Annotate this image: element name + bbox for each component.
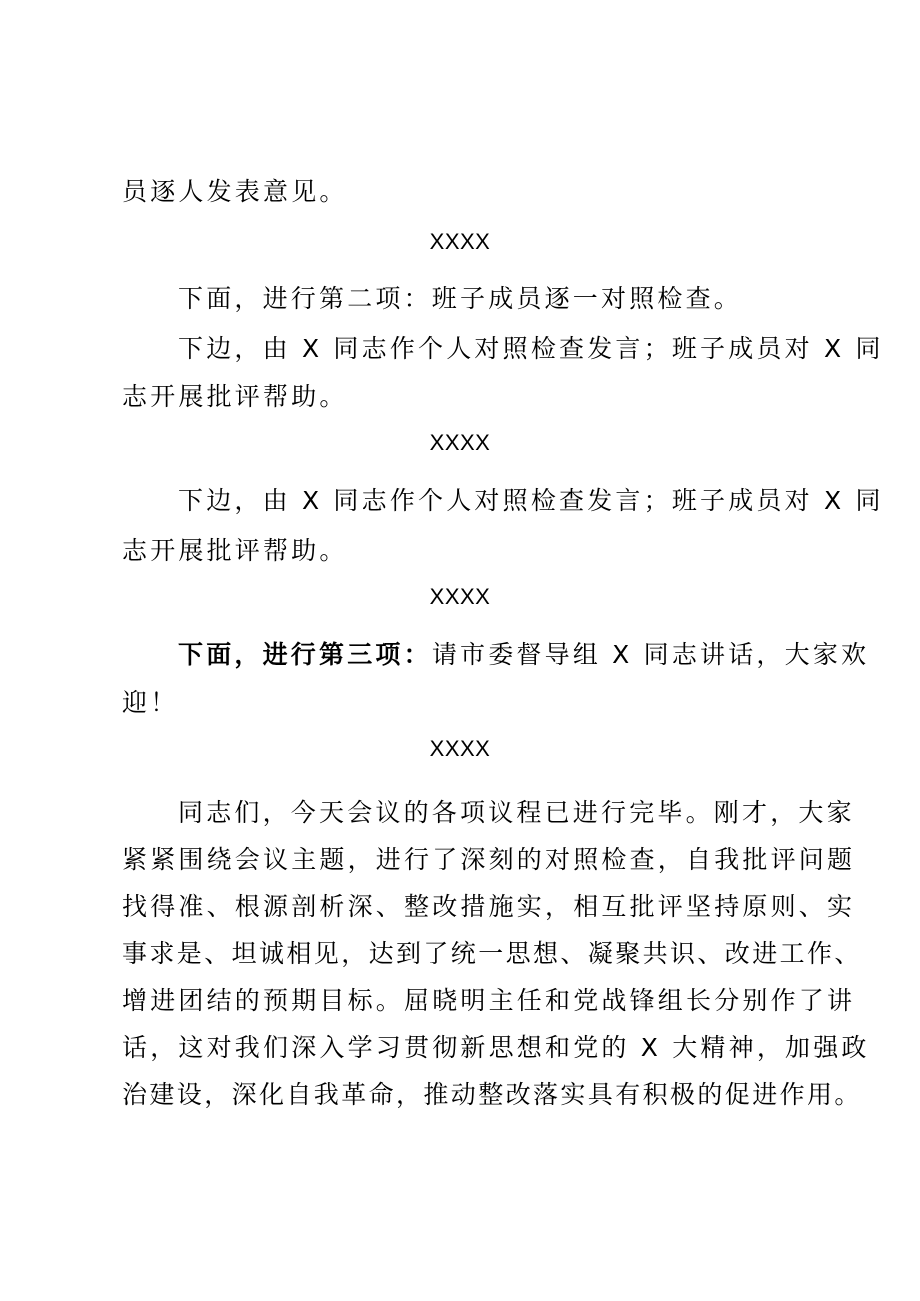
paragraph-continuation: 员逐人发表意见。 <box>122 177 348 206</box>
speech-paragraph-line: 下边，由 X 同志作个人对照检查发言；班子成员对 X 同 <box>178 486 884 515</box>
agenda-item-three-continuation: 迎！ <box>122 688 179 717</box>
agenda-item-three <box>178 638 868 672</box>
closing-paragraph-line: 话，这对我们深入学习贯彻新思想和党的 X 大精神，加强政 <box>122 1033 870 1062</box>
closing-paragraph-line: 增进团结的预期目标。屈晓明主任和党战锋组长分别作了讲 <box>122 986 856 1015</box>
speech-paragraph-line: 志开展批评帮助。 <box>122 536 348 565</box>
agenda-item-two: 下面，进行第二项：班子成员逐一对照检查。 <box>178 284 743 313</box>
section-separator: XXXX <box>429 430 491 455</box>
speech-paragraph-line: 下边，由 X 同志作个人对照检查发言；班子成员对 X 同 <box>178 334 884 363</box>
section-separator: XXXX <box>429 229 491 254</box>
closing-paragraph-line: 找得准、根源剖析深、整改措施实，相互批评坚持原则、实 <box>122 892 856 921</box>
closing-paragraph-line: 治建设，深化自我革命，推动整改落实具有积极的促进作用。 <box>122 1080 862 1109</box>
closing-paragraph-line: 事求是、坦诚相见，达到了统一思想、凝聚共识、改进工作、 <box>122 939 862 968</box>
agenda-item-three-text: 请市委督导组 X 同志讲话，大家欢 <box>431 640 870 669</box>
agenda-item-three-heading: 下面，进行第三项： <box>178 640 432 669</box>
closing-paragraph-line: 同志们，今天会议的各项议程已进行完毕。刚才，大家 <box>178 798 855 827</box>
section-separator: XXXX <box>429 736 491 761</box>
section-separator: XXXX <box>429 584 491 609</box>
speech-paragraph-line: 志开展批评帮助。 <box>122 382 348 411</box>
closing-paragraph-line: 紧紧围绕会议主题，进行了深刻的对照检查，自我批评问题 <box>122 845 856 874</box>
